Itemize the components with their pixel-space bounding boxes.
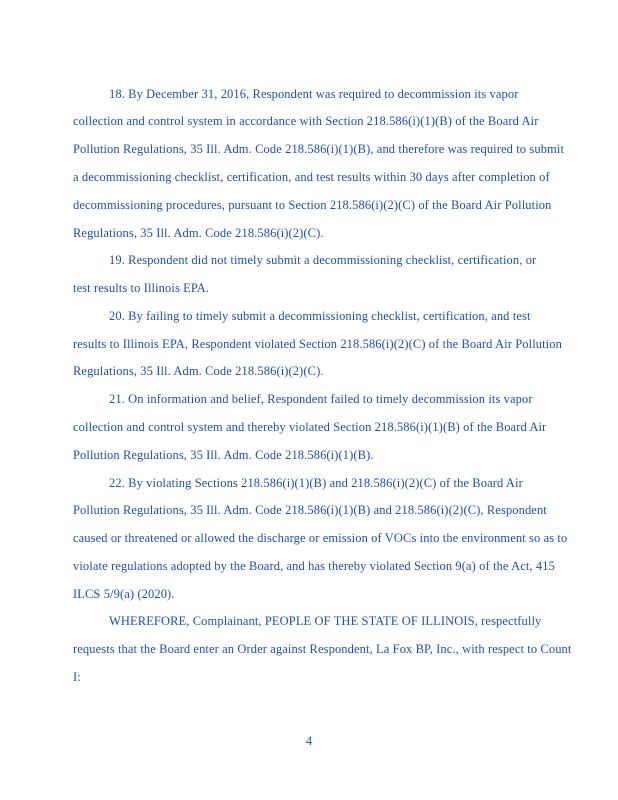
- text-line: 20. By failing to timely submit a decommissioning checklist, certification, and test: [109, 309, 531, 323]
- text-line: Regulations, 35 Ill. Adm. Code 218.586(i)(2)(C).: [73, 226, 324, 240]
- text-line: violate regulations adopted by the Board, and has thereby violated Section 9(a) of the Act, 415: [73, 559, 555, 573]
- text-line: 21. On information and belief, Respondent failed to timely decommission its vapor: [109, 392, 533, 406]
- text-line: Pollution Regulations, 35 Ill. Adm. Code 218.586(i)(1)(B), and therefore was required to submit: [73, 142, 565, 156]
- text-line: collection and control system and thereby violated Section 218.586(i)(1)(B) of the Board Air: [73, 420, 547, 434]
- text-line: a decommissioning checklist, certification, and test results within 30 days after completion of: [73, 170, 550, 184]
- text-line: Pollution Regulations, 35 Ill. Adm. Code 218.586(i)(1)(B) and 218.586(i)(2)(C), Respondent: [73, 503, 547, 517]
- text-line: ILCS 5/9(a) (2020).: [73, 587, 175, 601]
- text-line: WHEREFORE, Complainant, PEOPLE OF THE STATE OF ILLINOIS, respectfully: [109, 614, 542, 628]
- text-line: 18. By December 31, 2016, Respondent was required to decommission its vapor: [109, 87, 519, 101]
- text-line: Regulations, 35 Ill. Adm. Code 218.586(i)(2)(C).: [73, 364, 324, 378]
- text-line: Pollution Regulations, 35 Ill. Adm. Code 218.586(i)(1)(B).: [73, 448, 374, 462]
- text-line: requests that the Board enter an Order against Respondent, La Fox BP, Inc., with respect to Count: [73, 642, 572, 656]
- text-line: 22. By violating Sections 218.586(i)(1)(B) and 218.586(i)(2)(C) of the Board Air: [109, 476, 523, 490]
- text-line: caused or threatened or allowed the discharge or emission of VOCs into the environment so as to: [73, 531, 568, 545]
- text-line: test results to Illinois EPA.: [73, 281, 210, 295]
- text-line: 19. Respondent did not timely submit a decommissioning checklist, certification, or: [109, 253, 537, 267]
- text-line: collection and control system in accordance with Section 218.586(i)(1)(B) of the Board Air: [73, 114, 539, 128]
- text-line: results to Illinois EPA, Respondent violated Section 218.586(i)(2)(C) of the Board Air Pollution: [73, 337, 562, 351]
- text-line: I:: [73, 670, 81, 684]
- text-line: decommissioning procedures, pursuant to Section 218.586(i)(2)(C) of the Board Air Pollution: [73, 198, 552, 212]
- page-number: 4: [305, 734, 313, 748]
